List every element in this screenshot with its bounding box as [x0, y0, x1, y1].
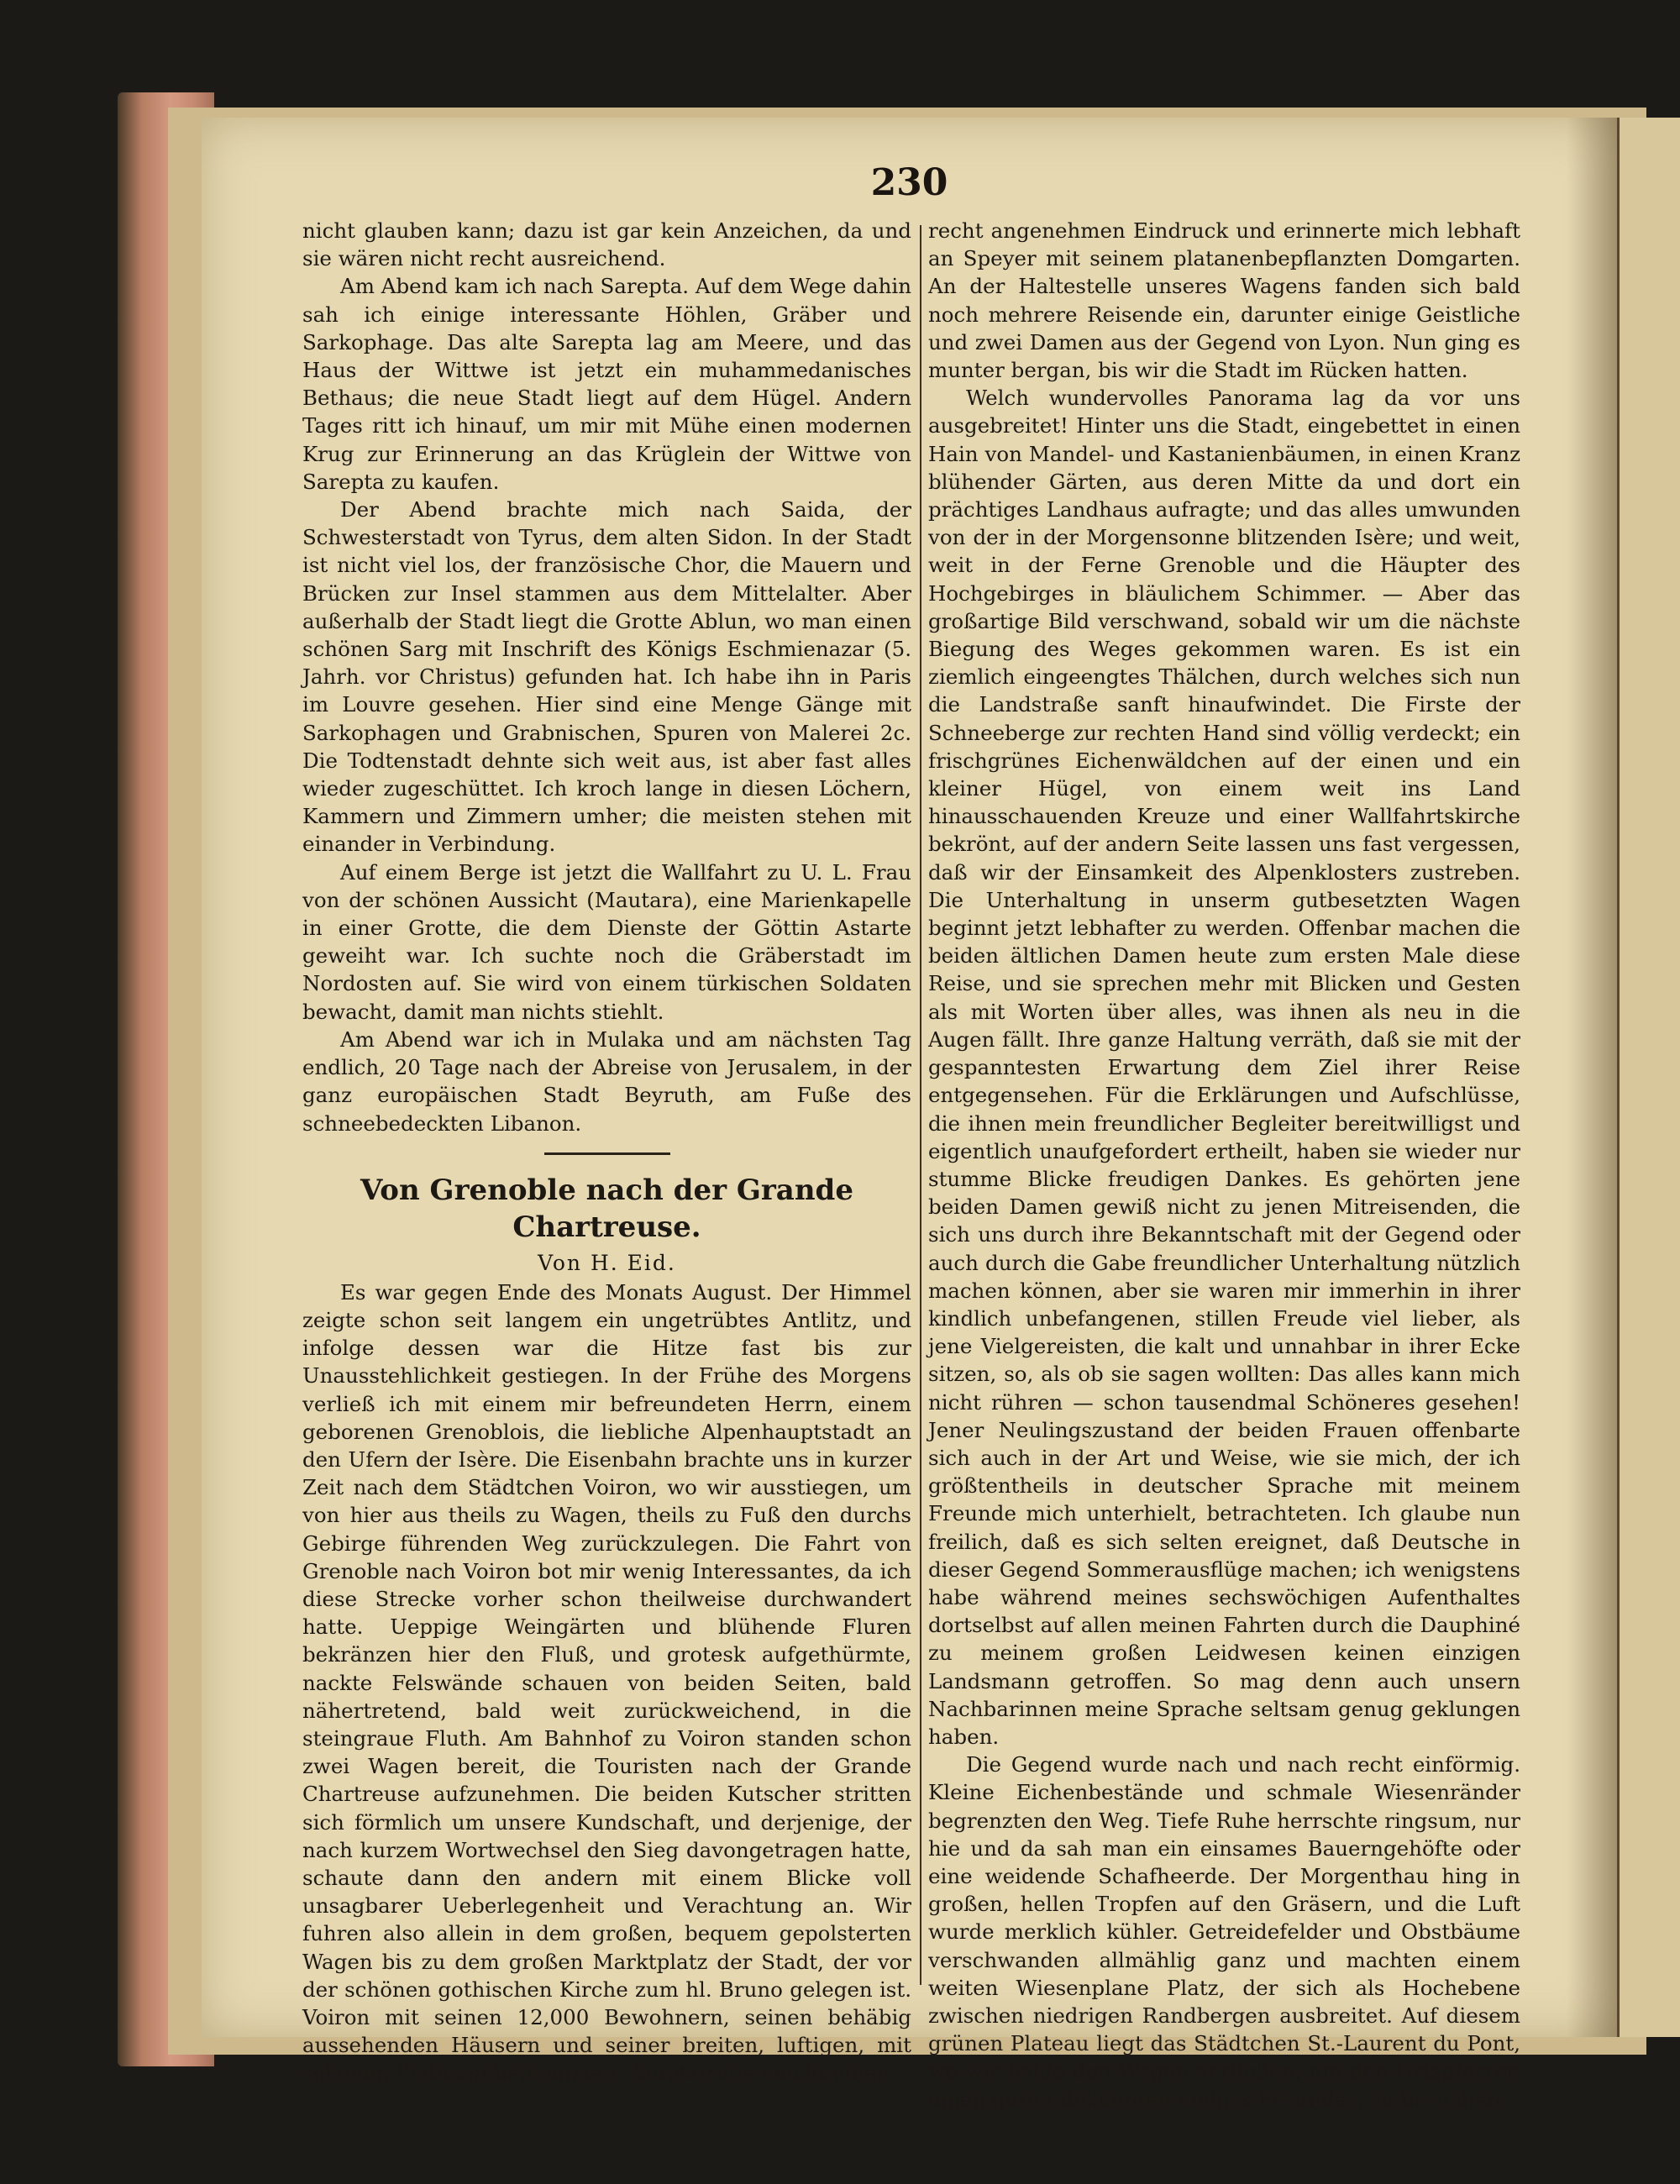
paragraph: nicht glauben kann; dazu ist gar kein Anzeichen, da und sie wären nicht recht ausreichend. — [302, 218, 911, 271]
left-column — [302, 217, 911, 2087]
article-byline: Von H. Eid. — [538, 1250, 676, 1275]
paragraph: Auf einem Berge ist jetzt die Wallfahrt zu U. L. Frau von der schönen Aussicht (Mautara), eine Marienkapelle in einer Grotte, die dem Dienste der Göttin Astarte geweiht war. Ich suchte noch die Gräberstadt im Nordosten auf. Sie wird von einem türkischen Soldaten bewacht, damit man nichts stiehlt. — [302, 859, 911, 1024]
paragraph: Am Abend war ich in Mulaka und am nächsten Tag endlich, 20 Tage nach der Abreise von Jerusalem, in der ganz europäischen Stadt Beyruth, am Fuße des schneebedeckten Libanon. — [302, 1026, 911, 1136]
spine-shadow — [1567, 118, 1617, 2037]
paragraph: Welch wundervolles Panorama lag da vor uns ausgebreitet! Hinter uns die Stadt, eingebettet in einen Hain von Mandel- und Kastanienbäumen, in einen Kranz blühender Gärten, aus deren Mitte da und dort ein prächtiges Landhaus aufragte; und das alles umwunden von der in der Morgensonne blitzenden Isère; und weit, weit in der Ferne Grenoble und die Häupter des Hochgebirges in bläulichem Schimmer. — Aber das großartige Bild verschwand, sobald wir um die nächste Biegung des Weges gekommen waren. Es ist ein ziemlich eingeengtes Thälchen, durch welches sich nun die Landstraße sanft hinaufwindet. Die Firste der Schneeberge zur rechten Hand sind völlig verdeckt; ein frischgrünes Eichenwäldchen auf der einen und ein kleiner Hügel, von einem weit ins Land hinausschauenden Kreuze und einer Wallfahrtskirche bekrönt, auf der andern Seite lassen uns fast vergessen, daß wir der Einsamkeit des Alpenklosters zustreben. Die Unterhaltung in unserm gutbesetzten Wagen beginnt jetzt lebhafter zu werden. Offenbar machen die beiden ältlichen Damen heute zum ersten Male diese Reise, und sie sprechen mehr mit Blicken und Gesten als mit Worten über alles, was ihnen als neu in die Augen fällt. Ihre ganze Haltung verräth, daß sie mit der gespanntesten Erwartung dem Ziel ihrer Reise entgegensehen. Für die Erklärungen und Aufschlüsse, die ihnen mein freundlicher Begleiter bereitwilligst und eigentlich unaufgefordert ertheilt, haben sie wieder nur stumme Blicke freudigen Dankes. Es gehörten jene beiden Damen gewiß nicht zu jenen Mitreisenden, die sich uns durch ihre Bekanntschaft mit der Gegend oder auch durch die Gabe freundlicher Unterhaltung nützlich machen können, aber sie waren mir immerhin in ihrer kindlich unbefangenen, stillen Freude viel lieber, als jene Vielgereisten, die kalt und unnahbar in ihrer Ecke sitzen, so, als ob sie sagen wollten: Das alles kann mich nicht rühren — schon tausendmal Schöneres gesehen! Jener Neulingszustand der beiden Frauen offenbarte sich auch in der Art und Weise, wie sie mich, der ich größtentheils in deutscher Sprache mit meinem Freunde mich unterhielt, betrachteten. Ich glaube nun freilich, daß es sich selten ereignet, daß Deutsche in dieser Gegend Sommerausflüge machen; ich wenigstens habe während meines sechswöchigen Aufenthaltes dortselbst auf allen meinen Fahrten durch die Dauphiné zu meinem großen Leidwesen keinen einzigen Landsmann getroffen. So mag denn auch unsern Nachbarinnen meine Sprache seltsam genug geklungen haben. — [928, 386, 1520, 1749]
right-column — [911, 217, 1520, 2113]
paragraph: Am Abend kam ich nach Sarepta. Auf dem Wege dahin sah ich einige interessante Höhlen, Gräber und Sarkophage. Das alte Sarepta lag am Meere, und das Haus der Wittwe ist jetzt ein muhammedanisches Bethaus; die neue Stadt liegt auf dem Hügel. Andern Tages ritt ich hinauf, um mir mit Mühe einen modernen Krug zur Erinnerung an das Krüglein der Wittwe von Sarepta zu kaufen. — [302, 274, 911, 494]
article-title: Von Grenoble nach der Grande Chartreuse. — [360, 1173, 853, 1244]
article-divider — [544, 1152, 670, 1155]
paragraph: Der Abend brachte mich nach Saida, der Schwesterstadt von Tyrus, dem alten Sidon. In der Stadt ist nicht viel los, der französische Chor, die Mauern und Brücken zur Insel stammen aus dem Mittelalter. Aber außerhalb der Stadt liegt die Grotte Ablun, wo man einen schönen Sarg mit Inschrift des Königs Eschmienazar (5. Jahrh. vor Christus) gefunden hat. Ich habe ihn in Paris im Louvre gesehen. Hier sind eine Menge Gänge mit Sarkophagen und Grabnischen, Spuren von Malerei 2c. Die Todtenstadt dehnte sich weit aus, ist aber fast alles wieder zugeschüttet. Ich kroch lange in diesen Löchern, Kammern und Zimmern umher; die meisten stehen mit einander in Verbindung. — [302, 497, 911, 857]
paragraph: recht angenehmen Eindruck und erinnerte mich lebhaft an Speyer mit seinem platanenbepflanzten Domgarten. An der Haltestelle unseres Wagens fanden sich bald noch mehrere Reisende ein, darunter einige Geistliche und zwei Damen aus der Gegend von Lyon. Nun ging es munter bergan, bis wir die Stadt im Rücken hatten. — [928, 218, 1520, 383]
paragraph: Die Gegend wurde nach und nach recht einförmig. Kleine Eichenbestände und schmale Wiesenränder begrenzten den Weg. Tiefe Ruhe herrschte ringsum, nur hie und da sah man ein einsames Bauerngehöfte oder eine weidende Schafheerde. Der Morgenthau hing in großen, hellen Tropfen auf den Gräsern, und die Luft wurde merklich kühler. Getreidefelder und Obstbäume verschwanden allmählig ganz und machten einem weiten Wiesenplane Platz, der sich als Hochebene zwischen niedrigen Randbergen ausbreitet. Auf diesem grünen Plateau liegt das Städtchen St.-Laurent du Pont, wo wir beide den Wagen verließen, um den Ortspfarrer, einen guten Bekannten meines Freundes, zu besuchen. — [928, 1752, 1520, 2112]
paragraph: Es war gegen Ende des Monats August. Der Himmel zeigte schon seit langem ein ungetrübtes Antlitz, und infolge dessen war die Hitze fast bis zur Unausstehlichkeit gestiegen. In der Frühe des Morgens verließ ich mit einem mir befreundeten Herrn, einem geborenen Grenoblois, die liebliche Alpenhauptstadt an den Ufern der Isère. Die Eisenbahn brachte uns in kurzer Zeit nach dem Städtchen Voiron, wo wir ausstiegen, um von hier aus theils zu Wagen, theils zu Fuß den durchs Gebirge führenden Weg zurückzulegen. Die Fahrt von Grenoble nach Voiron bot mir wenig Interessantes, da ich diese Strecke vorher schon theilweise durchwandert hatte. Ueppige Weingärten und blühende Fluren bekränzen hier den Fluß, und grotesk aufgethürmte, nackte Felswände schauen von beiden Seiten, bald nähertretend, bald weit zurückweichend, in die steingraue Fluth. Am Bahnhof zu Voiron standen schon zwei Wagen bereit, die Touristen nach der Grande Chartreuse aufzunehmen. Die beiden Kutscher stritten sich förmlich um unsere Kundschaft, und derjenige, der nach kurzem Wortwechsel den Sieg davongetragen hatte, schaute dann den andern mit einem Blicke voll unsagbarer Ueberlegenheit und Verachtung an. Wir fuhren also allein in dem großen, bequem gepolsterten Wagen bis zu dem großen Marktplatz der Stadt, der vor der schönen gothischen Kirche zum hl. Bruno gelegen ist. Voiron mit seinen 12,000 Bewohnern, seinen behäbig aussehenden Häusern und seiner breiten, luftigen, mit schönen Platanen bepflanzten Hauptstraße macht einen — [302, 1279, 911, 2086]
book-page — [202, 118, 1617, 2112]
facing-page-edge — [1617, 118, 1680, 2037]
page-number: 230 — [870, 161, 948, 204]
